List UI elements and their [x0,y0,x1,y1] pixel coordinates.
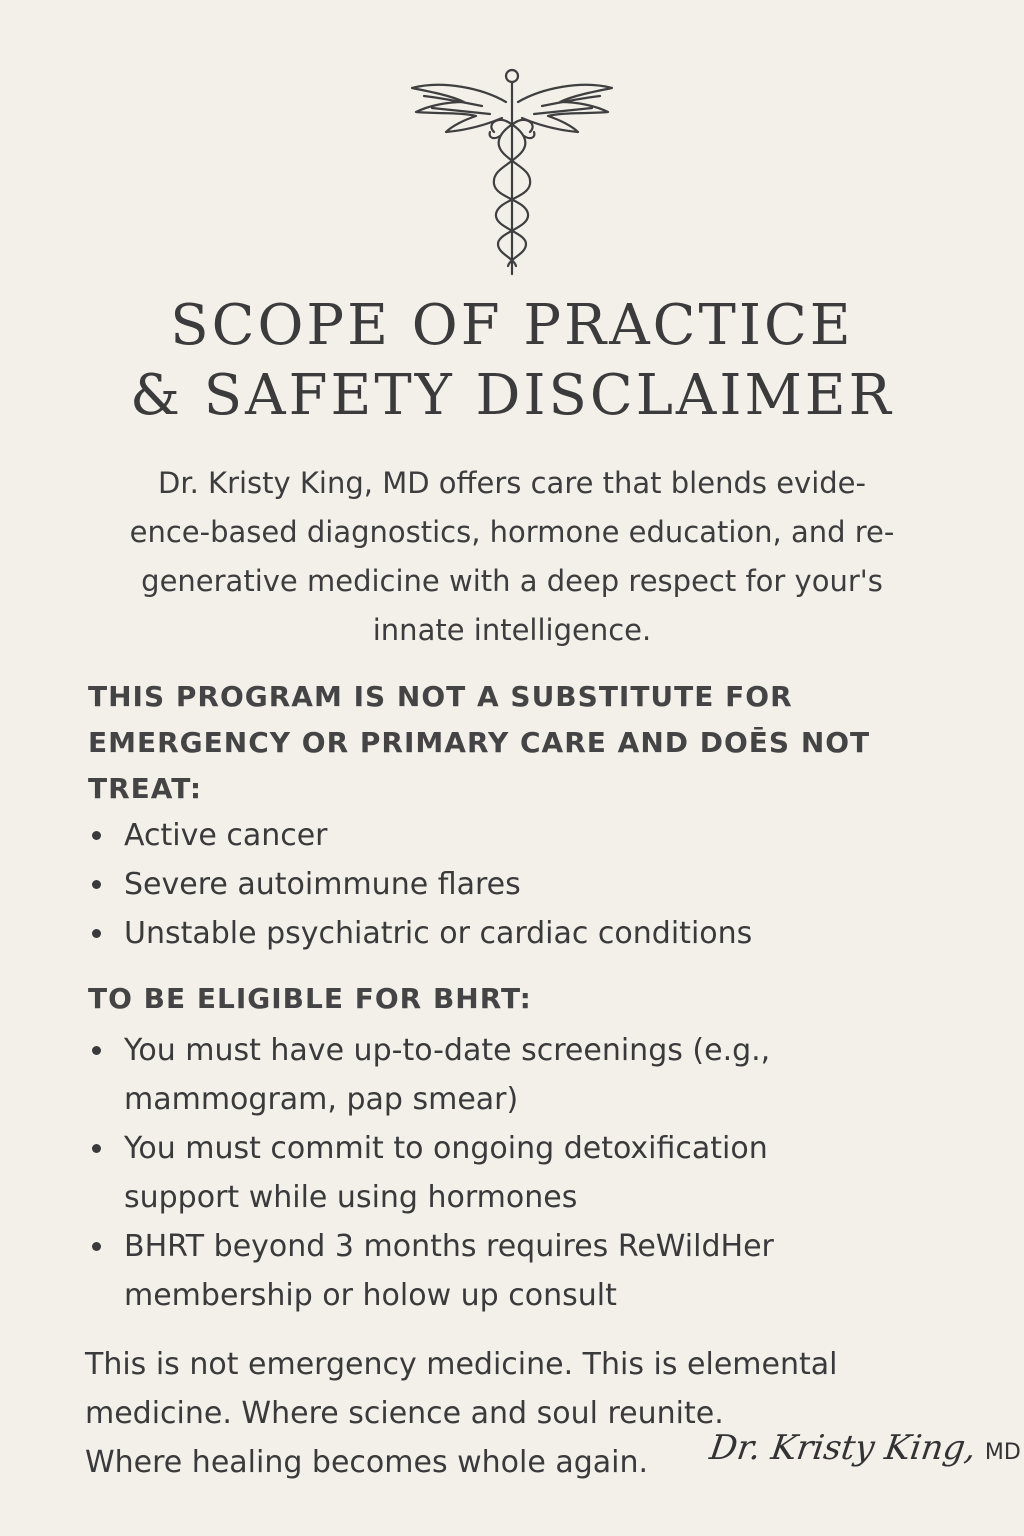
list-item [88,909,968,958]
list-item [88,1026,968,1124]
not-treated-list [88,811,968,958]
list-item [88,1222,968,1320]
bullet-icon [92,929,101,938]
eligibility-heading [88,976,968,1022]
bullet-icon [92,1144,101,1153]
list-item-text: You must commit to ongoing detoxification [124,1131,768,1166]
list-item-text: Unstable psychiatric or cardiac conditions [124,916,753,951]
list-item [88,811,968,860]
intro-line: generative medicine with a deep respect for your's [141,564,883,598]
intro-line: ence-based diagnostics, hormone education, and re- [129,515,895,549]
bullet-icon [92,1046,101,1055]
closing-line: medicine. Where science and soul reunite. [85,1396,724,1431]
list-item-text: Active cancer [124,818,328,853]
signature [707,1428,1021,1498]
bullet-icon [92,880,101,889]
bullet-icon [92,1242,101,1251]
intro-line: Dr. Kristy King, MD offers care that blends evide- [158,466,866,500]
signature-suffix: MD [984,1440,1021,1465]
signature-name: Dr. Kristy King, [707,1428,979,1468]
list-item [88,1124,968,1222]
not-substitute-heading [88,674,968,812]
caduceus-icon [402,62,622,280]
list-item-text: mammogram, pap smear) [124,1082,519,1117]
intro-paragraph [80,459,944,655]
heading-line: TREAT: [88,772,203,805]
bullet-icon [92,831,101,840]
list-item [88,860,968,909]
heading-line: TO BE ELIGIBLE FOR BHRT: [88,982,532,1015]
heading-line: THIS PROGRAM IS NOT A SUBSTITUTE FOR [88,680,793,713]
eligibility-list [88,1026,968,1320]
list-item-text: support while using hormones [124,1180,578,1215]
closing-line: This is not emergency medicine. This is elemental [85,1347,838,1382]
page-title-line-1: SCOPE OF PRACTICE [170,293,854,358]
intro-line: innate intelligence. [372,613,652,647]
list-item-text: BHRT beyond 3 months requires ReWildHer [124,1229,774,1264]
list-item-text: Severe autoimmune flares [124,867,521,902]
list-item-text: You must have up-to-date screenings (e.g., [124,1033,771,1068]
page-title-line-2: & SAFETY DISCLAIMER [130,363,894,428]
closing-line: Where healing becomes whole again. [85,1445,649,1480]
list-item-text: membership or holow up consult [124,1278,617,1313]
heading-line: EMERGENCY OR PRIMARY CARE AND DOĒS NOT [88,726,871,759]
